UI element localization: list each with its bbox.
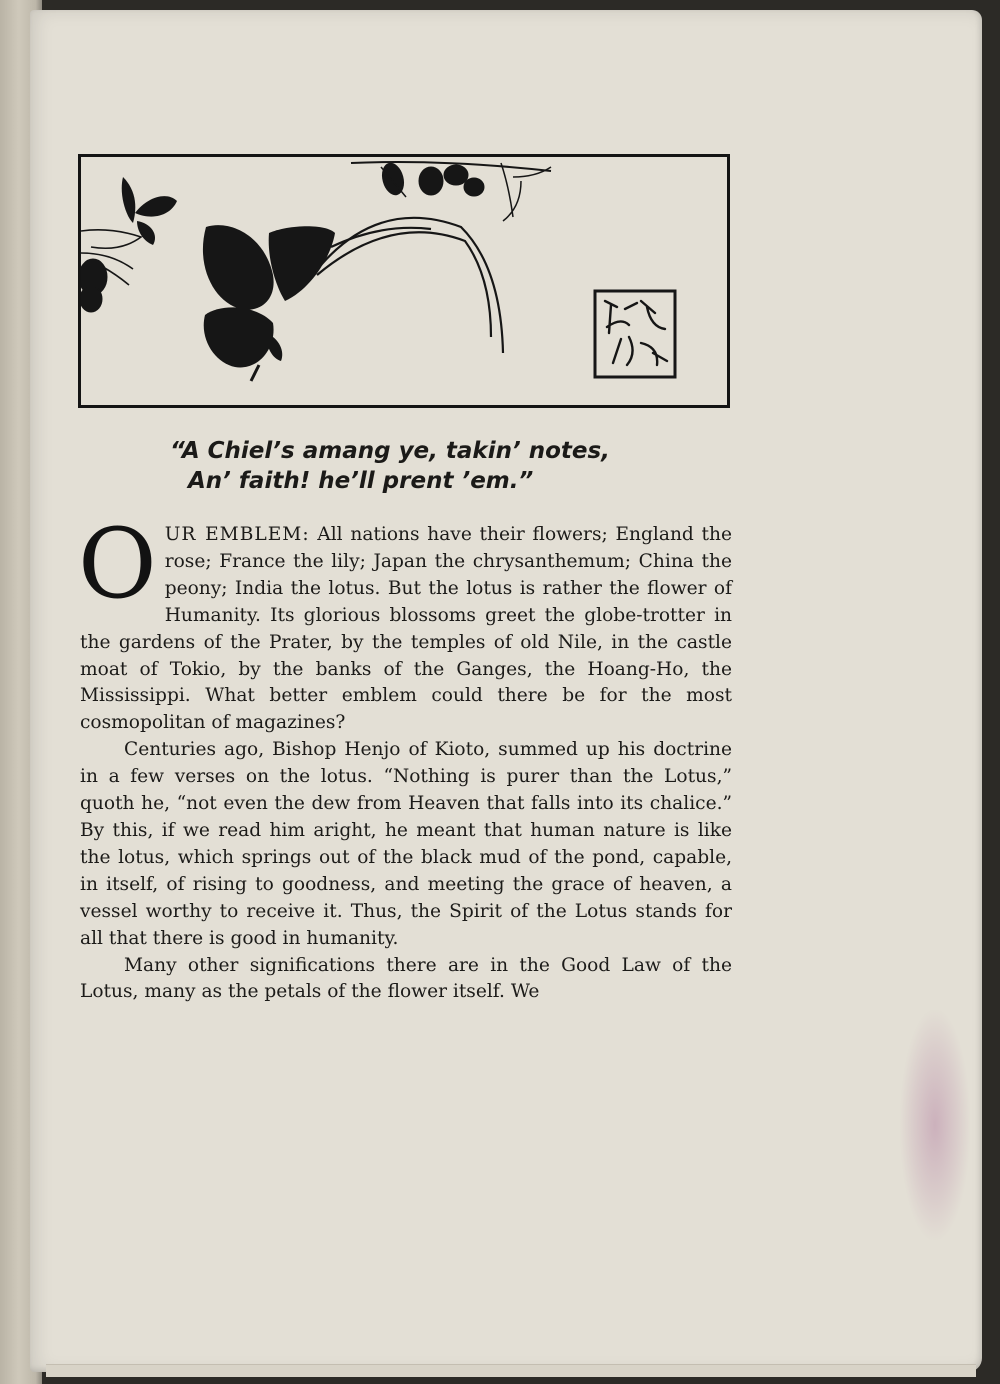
epigraph-line-1: “A Chiel’s amang ye, takin’ notes, bbox=[170, 438, 610, 464]
epigraph-quote bbox=[170, 436, 730, 496]
paragraph-1-text: All nations have their flowers; England the rose; France the lily; Japan the chrysanthemum; China the peony; India the lotus. But the lotus is rather the flower of Humanity. Its glorious blossoms greet the globe-trotter in the gardens of the Prater, by the temples of old Nile, in the castle moat of Tokio, by the banks of the Ganges, the Hoang-Ho, the Mississippi. What better emblem could there be for the most cosmopolitan of magazines? bbox=[80, 524, 732, 734]
article-body bbox=[78, 508, 732, 1006]
page-bottom-edge bbox=[46, 1364, 976, 1377]
grass-blades-icon bbox=[317, 218, 503, 353]
paper-stain bbox=[900, 1010, 970, 1240]
butterfly-icon bbox=[203, 225, 335, 381]
paragraph-1 bbox=[78, 508, 732, 737]
vine-leaves-icon bbox=[81, 230, 141, 312]
butterfly-icon bbox=[122, 177, 177, 245]
drop-cap: O bbox=[78, 508, 157, 620]
header-ornament-frame bbox=[78, 154, 730, 408]
epigraph-line-2: An’ faith! he’ll prent ’em.” bbox=[188, 468, 534, 494]
header-ornament-illustration bbox=[81, 157, 727, 405]
lead-caps: UR EMBLEM: bbox=[164, 524, 310, 545]
vine-leaves-icon bbox=[351, 161, 551, 221]
paragraph-2: Centuries ago, Bishop Henjo of Kioto, summed up his doctrine in a few verses on the lotus. “Nothing is purer than the Lotus,” quoth he, “not even the dew from Heaven that falls into its chalice.” By this, if we read him aright, he meant that human nature is like the lotus, which springs out of the black mud of the pond, capable, in itself, of rising to goodness, and meeting the grace of heaven, a vessel worthy to receive it. Thus, the Spirit of the Lotus stands for all that there is good in humanity. bbox=[80, 739, 732, 949]
paragraph-3: Many other significations there are in the Good Law of the Lotus, many as the petals of the flower itself. We bbox=[80, 954, 732, 1003]
seal-stamp-icon bbox=[595, 291, 675, 377]
